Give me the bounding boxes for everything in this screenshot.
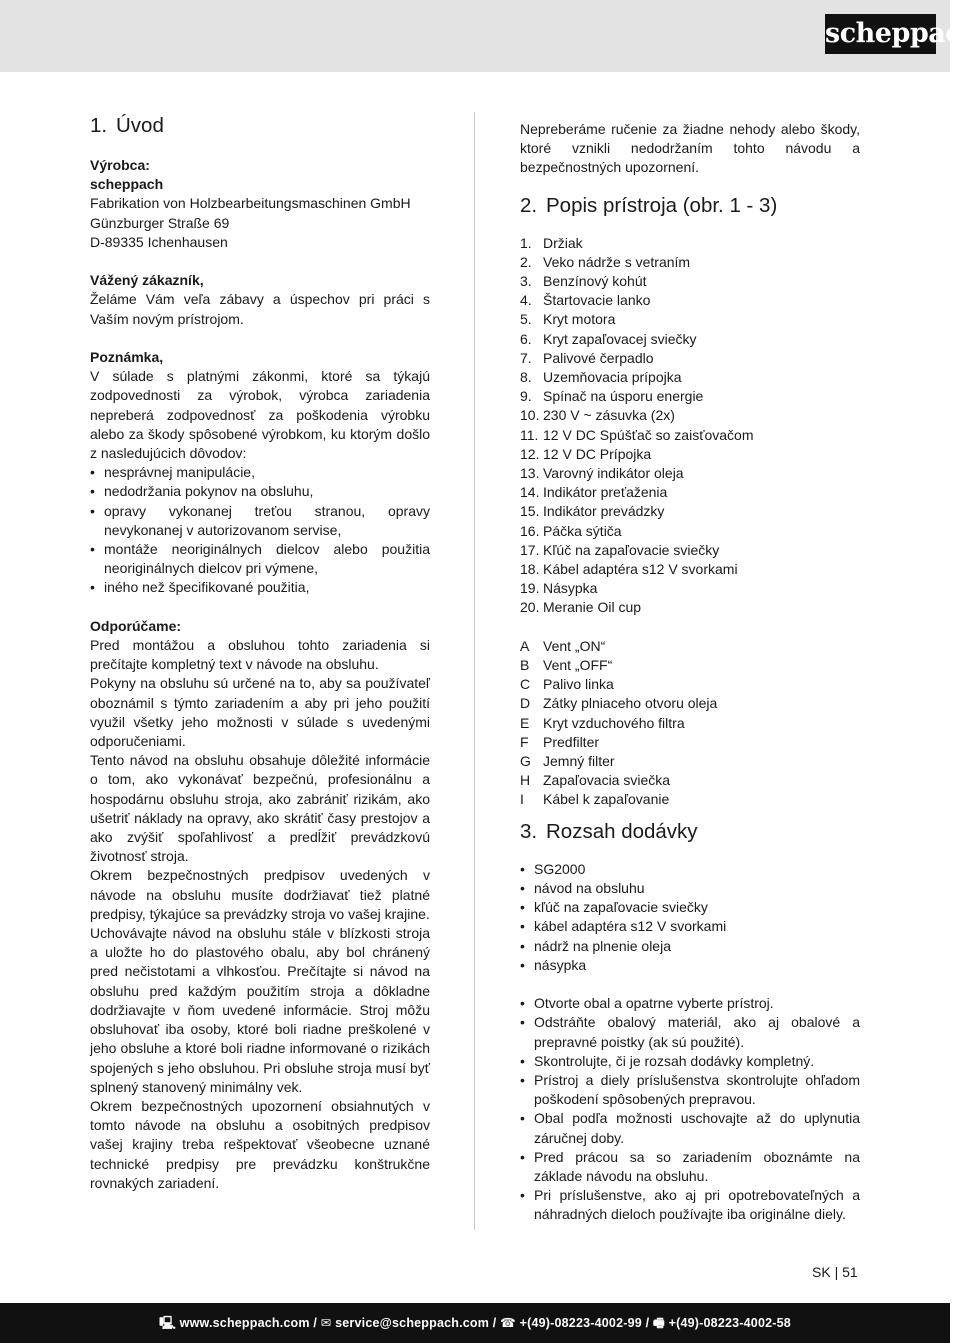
item-text: Indikátor prevádzky [543,503,665,520]
item-number: 13. [520,465,540,482]
list-item [520,330,860,349]
item-number: 17. [520,541,540,558]
customer-label: Vážený zákazník, [90,272,204,289]
item-text: 230 V ~ zásuvka (2x) [543,407,675,424]
item-text: Meranie Oil cup [543,599,642,616]
recommend-paragraph: Tento návod na obsluhu obsahuje dôležité informácie o tom, ako vykonávať bezpečnú, profesionálnu a hospodárnu obsluhu stroja, ako zabrániť rizikám, ako ušetriť náklady na opravy, ako skrátiť časy prestojov a ako zvýšiť spoľahlivosť a predĺžiť prevádzkovú životnosť stroja. [90,752,430,865]
maker-line: Günzburger Straße 69 [90,214,230,231]
list-item: • Skontrolujte, či je rozsah dodávky kompletný. [520,1052,860,1071]
list-item: • Prístroj a diely príslušenstva skontrolujte ohľadom poškodení spôsobených prepravou. [520,1071,860,1109]
item-text: Kryt zapaľovacej sviečky [543,330,697,347]
item-number: 10. [520,407,540,424]
item-text: Vent „OFF“ [543,657,613,674]
list-item: • kľúč na zapaľovacie sviečky [520,898,860,917]
item-text: 12 V DC Prípojka [543,445,652,462]
list-item [520,426,860,445]
item-text: Kľúč na zapaľovacie sviečky [543,541,720,558]
item-number: A [520,637,530,654]
list-item [520,368,860,387]
item-number: H [520,772,531,789]
list-item [520,464,860,483]
list-item [520,560,860,579]
item-text: Držiak [543,234,583,251]
column-divider [474,112,475,1230]
list-item: • Pri príslušenstve, ako aj pri opotrebovateľných a náhradných dieloch používajte iba originálne diely. [520,1186,860,1224]
item-text: Benzínový kohút [543,273,647,290]
list-item: • návod na obsluhu [520,879,860,898]
scope-list [520,860,860,975]
maker-line: Fabrikation von Holzbearbeitungsmaschinen GmbH [90,195,411,212]
list-item: • Pred prácou sa so zariadením oboznámte na základe návodu na obsluhu. [520,1148,860,1186]
list-item [520,579,860,598]
item-number: 2. [520,253,532,270]
maker-label: Výrobca: [90,157,150,173]
list-item [520,790,860,809]
list-item: • nedodržania pokynov na obsluhu, [90,482,430,501]
item-number: 11. [520,426,539,443]
list-item: • opravy vykonanej treťou stranou, opravy nevykonanej v autorizovanom servise, [90,502,430,540]
item-number: 6. [520,330,532,347]
list-item: • Odstráňte obalový materiál, ako aj obalové a prepravné poistky (ak sú použité). [520,1013,860,1051]
item-number: I [520,791,524,808]
list-item [520,445,860,464]
left-column [90,112,430,1193]
recommend-paragraph: Okrem bezpečnostných predpisov uvedených v návode na obsluhu musíte dodržiavať tiež platné predpisy, týkajúce sa prevádzky stroja vo vašej krajine. [90,867,430,922]
item-text: Násypka [543,580,598,597]
item-text: Veko nádrže s vetraním [543,253,691,270]
list-item [520,272,860,291]
item-text: Kryt motora [543,311,616,328]
item-text: Spínač na úsporu energie [543,388,704,405]
item-number: 14. [520,484,540,501]
list-item [520,349,860,368]
disclaimer-text: Nepreberáme ručenie za žiadne nehody alebo škody, ktoré vznikli nedodržaním tohto návodu a bezpečnostných upozornení. [520,121,860,176]
item-text: Predfilter [543,733,600,750]
footer-bar: 🖳︎ www.scheppach.com / ✉︎ service@scheppach.com / ☎︎ +(49)-08223-4002-99 / 🖷︎ +(49)-08223-4002-58 [0,1303,950,1343]
list-item [520,675,860,694]
page-number: SK | 51 [812,1264,858,1280]
recommend-paragraph: Okrem bezpečnostných upozornení obsiahnutých v tomto návode na obsluhu a osobitných predpisov vašej krajiny treba rešpektovať všeobecne uznané technické predpisy pre prevádzku konštrukčne rovnakých zariadení. [90,1097,430,1191]
list-item [520,694,860,713]
list-item [520,483,860,502]
item-number: C [520,676,531,693]
item-text: Páčka sýtiča [543,522,622,539]
parts-list [520,234,860,618]
section-1-heading: 1. Úvod [90,114,164,137]
list-item [520,387,860,406]
section-2-heading: 2. Popis prístroja (obr. 1 - 3) [520,193,778,217]
phone-icon: ☎︎ [500,1316,516,1330]
item-text: Kábel k zapaľovanie [543,791,670,808]
recommend-paragraph: Pokyny na obsluhu sú určené na to, aby sa používateľ oboznámil s týmto zariadením a aby pri jeho použití využil všetky jeho možnosti v súlade s uvedenými odporučeniami. [90,675,430,750]
list-item [520,522,860,541]
item-number: 15. [520,503,540,520]
list-item: • Obal podľa možnosti uschovajte až do uplynutia záručnej doby. [520,1109,860,1147]
note-label: Poznámka, [90,349,164,365]
recommend-label: Odporúčame: [90,617,182,634]
fax-icon: 🖷︎ [652,1316,665,1330]
list-item [520,637,860,656]
customer-text: Želáme Vám veľa zábavy a úspechov pri práci s Vaším novým prístrojom. [90,291,430,327]
list-item [520,234,860,253]
item-text: Varovný indikátor oleja [543,465,684,482]
list-item [520,310,860,329]
phone-number: +(49)-08223-4002-99 [519,1316,642,1330]
item-text: Kábel adaptéra s12 V svorkami [543,561,738,578]
list-item: • nádrž na plnenie oleja [520,937,860,956]
note-bullets [90,463,430,597]
item-number: 7. [520,349,532,366]
list-item [520,598,860,617]
section-3-heading: 3. Rozsah dodávky [520,819,698,843]
item-number: 18. [520,561,540,578]
website-link[interactable]: www.scheppach.com [179,1316,310,1330]
list-item [520,502,860,521]
item-number: B [520,657,530,674]
maker-line: scheppach [90,176,164,193]
item-text: Indikátor preťaženia [543,484,668,501]
item-text: Zapaľovacia sviečka [543,772,671,789]
list-item: • SG2000 [520,860,860,879]
list-item [520,406,860,425]
list-item: • kábel adaptéra s12 V svorkami [520,917,860,936]
list-item: • nesprávnej manipulácie, [90,463,430,482]
fax-number: +(49)-08223-4002-58 [668,1316,791,1330]
list-item: • iného než špecifikované použitia, [90,578,430,597]
item-number: D [520,695,531,712]
header-bar [0,0,980,72]
computer-icon: 🖳︎ [159,1316,176,1330]
item-number: E [520,714,530,731]
right-column [520,120,860,1225]
item-number: 12. [520,445,540,462]
item-number: 8. [520,369,532,386]
letters-list [520,637,860,810]
item-number: 16. [520,522,540,539]
item-number: F [520,733,529,750]
note-text: V súlade s platnými zákonmi, ktoré sa týkajú zodpovednosti za výrobok, výrobca zariadenia nepreberá zodpovednosť za poškodenia výrobku alebo za škody spôsobené výrobkom, ku ktorým došlo z nasledujúcich dôvodov: [90,368,430,462]
list-item [520,656,860,675]
item-text: 12 V DC Spúšťač so zaisťovačom [543,426,754,443]
list-item [520,541,860,560]
item-number: 9. [520,388,532,405]
item-number: 20. [520,599,540,616]
list-item: • montáže neoriginálnych dielcov alebo použitia neoriginálnych dielcov pri výmene, [90,540,430,578]
item-text: Kryt vzduchového filtra [543,714,685,731]
list-item: • Otvorte obal a opatrne vyberte prístroj. [520,994,860,1013]
item-text: Zátky plniaceho otvoru oleja [543,695,718,712]
list-item [520,752,860,771]
list-item [520,714,860,733]
scheppach-logo: scheppach [825,14,936,54]
list-item [520,291,860,310]
list-item: • násypka [520,956,860,975]
email-icon: ✉︎ [320,1316,332,1330]
email-link[interactable]: service@scheppach.com [335,1316,490,1330]
recommend-paragraph: Pred montážou a obsluhou tohto zariadenia si prečítajte kompletný text v návode na obsluhu. [90,637,430,673]
item-number: G [520,753,531,770]
item-text: Štartovacie lanko [543,292,651,309]
item-text: Uzemňovacia prípojka [543,369,682,386]
maker-line: D-89335 Ichenhausen [90,233,228,250]
item-number: 5. [520,311,532,328]
list-item [520,733,860,752]
item-text: Vent „ON“ [543,637,606,654]
item-number: 19. [520,580,540,597]
item-number: 4. [520,292,532,309]
list-item [520,253,860,272]
recommend-paragraph: Uchovávajte návod na obsluhu stále v blízkosti stroja a uložte ho do plastového obalu, aby bol chránený pred nečistotami a vlhkosťou. Prečítajte si návod na obsluhu pred každým použitím stroja a dôkladne dodržiavajte v ňom uvedené informácie. Stroj môžu obsluhovať iba osoby, ktoré boli riadne preškolené v jeho obsluhe a ktoré boli riadne informované o rizikách spojených s jeho obsluhou. Pri obsluhe stroja musí byť splnený stanovený minimálny vek. [90,925,430,1095]
item-text: Palivové čerpadlo [543,349,654,366]
item-text: Palivo linka [543,676,614,693]
item-number: 3. [520,273,532,290]
item-number: 1. [520,234,532,251]
item-text: Jemný filter [543,753,615,770]
steps-list [520,994,860,1224]
list-item [520,771,860,790]
